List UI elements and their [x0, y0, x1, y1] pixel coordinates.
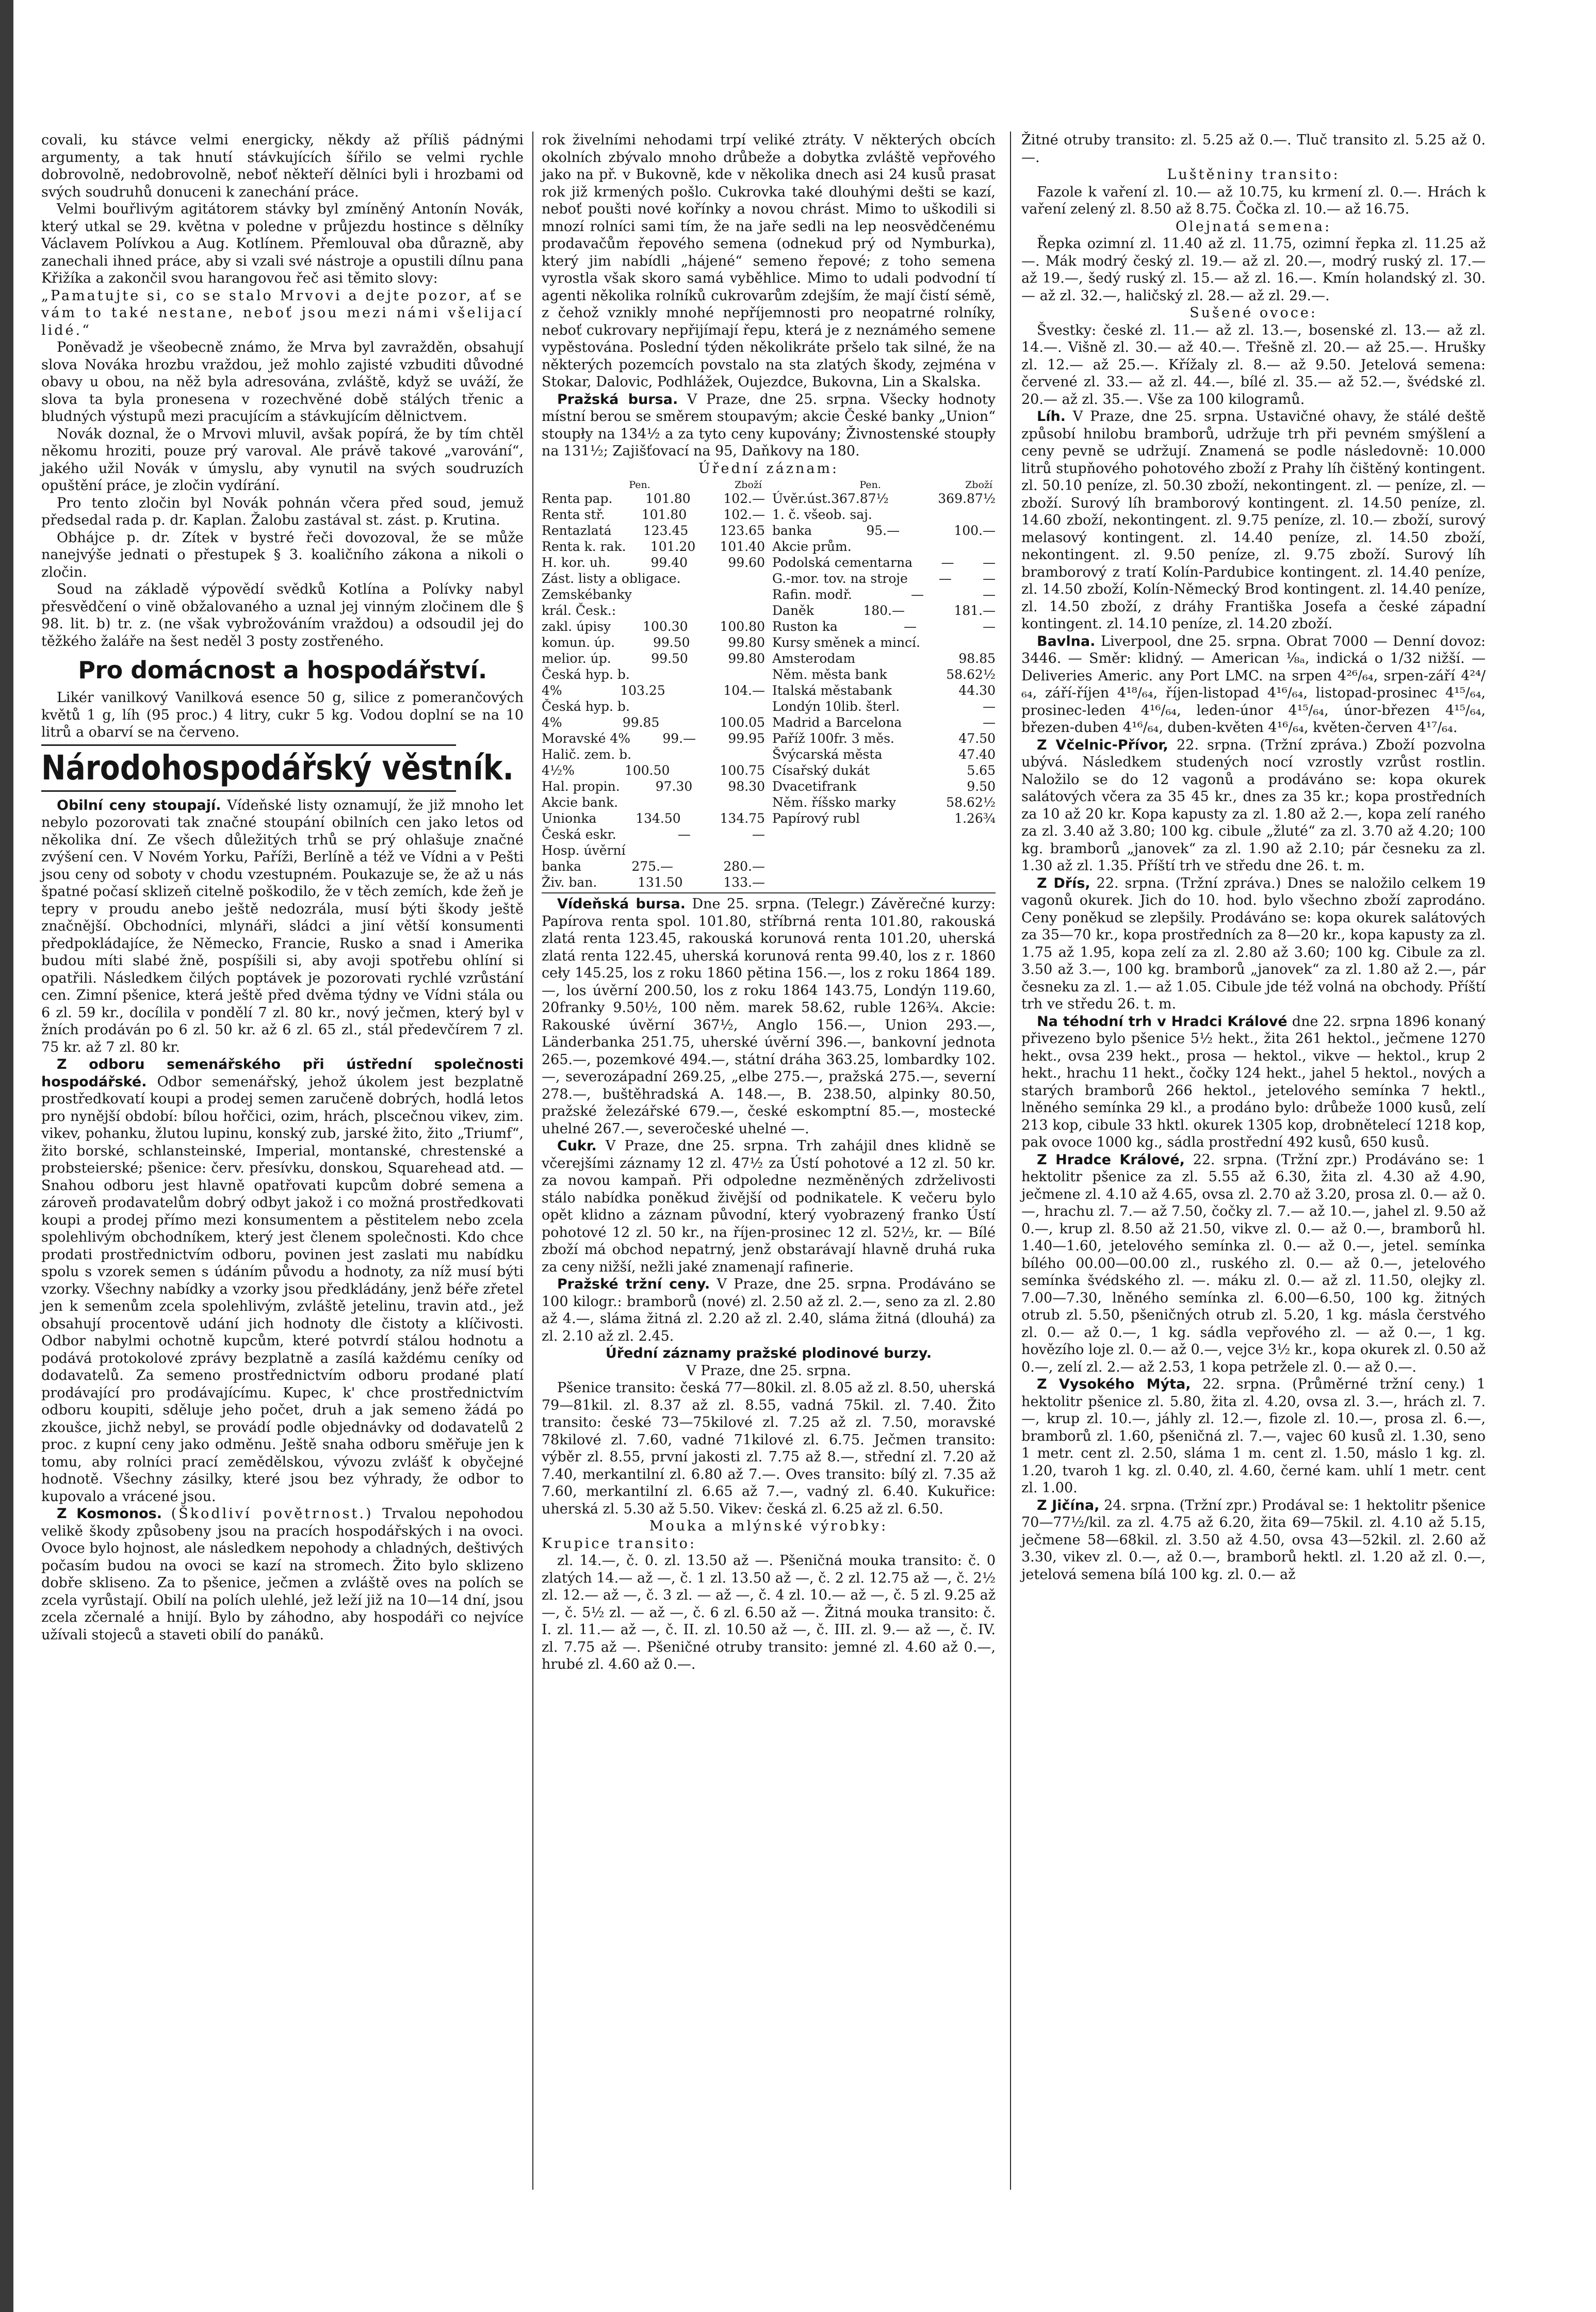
table-cell: Renta stř. — [542, 507, 605, 522]
table-cell: 100.30 — [643, 619, 688, 634]
table-cell: 104.— — [723, 683, 765, 698]
paragraph: Novák doznal, že o Mrvovi mluvil, avšak popírá, že by tím chtěl někomu hroziti, pouze prý varoval. Ale právě takové „varování“, jakého užil Novák v úmyslu, aby vynutil na svých soudruzích opuštění práce, je zločin vydírání. — [41, 426, 524, 494]
table-row — [772, 794, 996, 810]
table-cell: — — [938, 571, 952, 586]
table-row — [542, 762, 765, 778]
table-row — [542, 778, 765, 794]
quote: „Pamatujte si, co se stalo Mrvovi a dejte pozor, ať se vám to také nestane, neboť jsou mezi námi všelijací lidé.“ — [41, 287, 524, 338]
table-cell: 58.62½ — [946, 667, 996, 682]
table-row — [542, 507, 765, 523]
paragraph: V Praze, dne 25. srpna. Ustavičné ohavy, že stálé deště způsobí hnilobu bramborů, udržuje trh při pevném smýšlení a ceny pevně se udržují. Znamená se podle následovně: 10.000 litrů stupňového pohotového zboží z Prahy líh čištěný kontingent. zl. 50.10 peníze, zl. 50.30 zboží, nekontingent. zl. — peníze, zl. — zboží. Surový líh bramborový kontingent. zl. 14.50 peníze, zl. 14.60 zboží, nekontingent. zl. 9.75 peníze, zl. 10.— zboží, surový melasový kontingent. zl. 14.40 peníze, zl. 14.50 zboží, nekontingent. zl. 9.50 peníze, zl. 9.75 zboží. Surový líh bramborový z tratí Kolín-Pardubice kontingent. zl. 14.40 peníze, zl. 14.50 zboží, Kolín-Německý Brod kontingent. zl. 14.40 peníze, zl. 14.50 zboží, z dráhy Františka Josefa a české západní kontingent. zl. 14.10 peníze, zl. 14.20 zboží. — [1021, 409, 1486, 632]
table-row — [542, 491, 765, 507]
table-row — [772, 571, 996, 587]
table-cell: banka — [542, 859, 582, 874]
section-title: Mouka a mlýnské výrobky: — [649, 1518, 888, 1534]
table-cell: 369.87½ — [938, 491, 996, 506]
section-heading: Národohospodářský věstník. — [41, 744, 456, 792]
table-cell: Akcie bank. — [542, 795, 618, 810]
table-cell: Rentazlatá — [542, 523, 612, 538]
table-cell: 101.80 — [645, 491, 691, 506]
table-row — [542, 603, 765, 618]
table-cell: — — [982, 555, 996, 570]
item-lead: Z Dřís, — [1037, 875, 1090, 891]
section-subtitle: Krupice transito: — [542, 1535, 697, 1552]
paragraph: 22. srpna. (Tržní zpráva.) Dnes se naložilo celkem 19 vagonů okurek. Jich do 10. hod. bylo všechno zboží zaprodáno. Ceny poněkud se zlepšily. Prodáváno se: kopa okurek salátových za 35—70 kr., kopa prostředních za 8—20 kr., kopa kapusty za zl. 1.75 až 1.95, kopa zelí za zl. 2.80 až 3.60; 100 kg. Cibule za zl. 3.50 až 3.—, 100 kg. bramborů „janovek“ za zl. 1.80 až 2.—, pár česneku za zl. 1.— až 1.05. Cibule jde též volná na obchody. Příští trh ve středu 26. t. m. — [1021, 875, 1486, 1012]
newspaper-page — [21, 132, 1486, 2216]
paragraph: V Praze, dne 25. srpna. Trh zahájil dnes klidně se včerejšími záznamy 12 zl. 47½ za Ústí pohotové a 12 zl. 50 kr. za novou kampaň. Při odpoledne nezměněných zdrželivosti stálo nabídka poněkud živější od podnikatele. K večeru bylo opět klidno a záznam původní, který vyobrazený franko Ústí pohotové 12 zl. 50 kr., na říjen-prosinec 12 zl. 52½, kr. — Bílé zboží má obchod nepatrný, jenž obstarávají hlavně druhá ruka za ceny nižší, nežli jaké znamenají rafinerie. — [542, 1138, 996, 1275]
paragraph: Obhájce p. dr. Zítek v bystré řeči dovozoval, že se může nanejvýše jednati o přestupek § 3. koaličního zákona a nikoli o zločin. — [41, 529, 524, 580]
section-title: Luštěniny transito: — [1167, 167, 1340, 183]
table-cell: — — [982, 619, 996, 634]
column-1 — [41, 132, 524, 1643]
item-lead: Z Kosmonos. — [57, 1506, 162, 1522]
table-cell: Česká eskr. — [542, 827, 616, 842]
paragraph: zl. 14.—, č. 0. zl. 13.50 až —. Pšeničná mouka transito: č. 0 zlatých 14.— až —, č. 1 zl. 13.50 až —, č. 2 zl. 12.75 až —, č. 2½ zl. 12.— až —, č. 3 zl. — až —, č. 4 zl. 10.— až —, č. 5 zl. 9.25 až —, č. 5½ zl. — až —, č. 6 zl. 6.50 až —. Žitná mouka transito: č. I. zl. 11.— až —, č. II. zl. 10.50 až —, č. III. zl. 9.— až —, č. IV. zl. 7.75 až —. Pšeničné otruby transito: jemné zl. 4.60 až 0.—, hrubé zl. 4.60 až 0.—. — [542, 1553, 996, 1672]
table-cell: Londýn 10lib. šterl. — [772, 699, 900, 714]
table-row — [772, 539, 996, 555]
table-cell: — — [752, 827, 765, 842]
table-cell: 100.— — [954, 523, 996, 538]
table-cell: 98.30 — [728, 779, 765, 794]
paragraph: Likér vanilkový Vanilková esence 50 g, silice z pomerančových květů 1 g, líh (95 proc.) 4 litry, cukr 5 kg. Vodou doplní se na 10 litrů a obarví se na červeno. — [41, 690, 524, 740]
item-lead: Z odboru semenářského při ústřední společnosti hospodářské. — [41, 1056, 524, 1090]
table-row — [772, 491, 996, 507]
table-cell: 103.25 — [620, 683, 665, 698]
table-cell: Madrid a Barcelona — [772, 715, 902, 730]
table-cell: 102.— — [723, 507, 765, 522]
table-row — [542, 587, 765, 603]
paragraph: Odbor semenářský, jehož úkolem jest bezplatně prostředkovatí koupi a prodej semen zaručeně dobrých, hodlá letos pro nynější období: bílou hořčici, ozim, hrách, plscečnou vikev, zim. vikev, pohanku, žlutou lupinu, konský zub, jarské žito, žito „Triumf“, žito borské, schlansteinské, Imperial, montanské, chrestenské a probsteierské; pšenice: červ. přesívku, donskou, Squarehead atd. — Snahou odboru jest hlavně opatřovati kupcům dobré semena a zároveň prodavatelům dobrý odbyt jakož i co možná prostředkovati koupi a prodej přímo mezi konsumentem a pěstitelem nebo zcela spolehlivým obchodníkem, který jest členem společnosti. Kdo chce prodati prostřednictvím odboru, povinen jest zaslati mu nabídku spolu s vzorek semen s údáním původu a hodnoty, za níž musí býti vzorky. Všechny nabídky a vzorky jsou předkládány, jenž béře zřetel jen k semenům zcela spolehlivým, zvláště jetelinu, travin atd., jež obsahují procentově udání jich hodnoty dle čistoty a klíčivosti. Odbor nabylmi ochotně kupcům, které potvrdí stálou hodnotu a podává protokolové zprávy bezplatně a zasílá každému ceníky od dodavatelů. Za semeno prostřednictvím odboru prodané platí prodávající pro prodávajícímu. Kupec, k' chce prostřednictvím odboru koupiti, sděluje jeho počet, druh a jak semeno žádá po zkoušce, jichž nebyl, se provádí podle objednávky od dodavatelů 2 proc. z kupní ceny jako odměnu. Ještě snaha odboru směřuje jen k tomu, aby rolníci prací zemědělskou, vývozu zvlášť k obyčejné hodnotě. Všechny zásilky, které jsou bez výhrady, že odbor to kupovalo a vrácené jsou. — [41, 1073, 524, 1505]
col-head: Zboží — [965, 479, 992, 491]
scan-left-edge — [0, 0, 18, 2312]
table-right — [772, 479, 996, 890]
table-row — [772, 523, 996, 539]
table-cell: 101.40 — [720, 539, 765, 554]
item-lead: Na téhodní trh v Hradci Králové — [1037, 1013, 1288, 1030]
table-row — [542, 618, 765, 634]
table-cell: 1.26¾ — [954, 811, 996, 826]
table-row — [772, 714, 996, 730]
table-cell: 99.80 — [728, 635, 765, 650]
table-cell: Moravské 4% — [542, 731, 631, 746]
table-cell: — — [983, 715, 996, 730]
table-cell: 123.65 — [720, 523, 765, 538]
table-row — [542, 650, 765, 666]
item-lead: Cukr. — [557, 1138, 597, 1154]
table-cell: 100.75 — [720, 763, 765, 778]
table-row — [772, 762, 996, 778]
table-cell: 99.95 — [728, 731, 765, 746]
item-lead: Bavlna. — [1037, 633, 1096, 649]
table-cell: Daněk — [772, 603, 814, 618]
table-cell: 47.50 — [958, 731, 996, 746]
paragraph: rok živelními nehodami trpí veliké ztráty. V některých obcích okolních zbývalo mnoho drůbeže a dobytka zvláště vepřového jako na př. v Bukovně, kde v několika dnech asi 24 kusů prasat rok již krmených pošlo. Cukrovka také dlouhými dešti se kazí, neboť poušti nové kořínky a novou chrást. Mimo to uškodili si mnozí rolníci sami tím, že na jaře sedli na lep neosvědčenému prodavačům řepového semena (odnekud prý od Nymburka), který jim nabídli „hájené“ semeno řepové; z toho semena vyrostla však skoro samá vyběhlice. Mimo to udali podvodní tí agenti několika rolníků cukrovarům zdejším, že mají čistí sémě, z čehož vznikly mnohé nepříjemnosti pro neopatrné rolníky, neboť cukrovary nepřijímají řepu, která je z neznámého semene vypěstována. Poslední týden několikráte pršelo tak silné, že na některých pozemcích povstalo na sta zlatých škody, zejména v Stokar, Dalovic, Podhlážek, Oujezdce, Bukovna, Lin a Skalska. — [542, 132, 996, 390]
table-cell: H. kor. uh. — [542, 555, 611, 570]
table-row — [542, 555, 765, 571]
table-cell: 100.50 — [624, 763, 670, 778]
table-cell: — — [910, 587, 924, 602]
table-cell: 98.85 — [958, 651, 996, 666]
table-cell: Dvacetifrank — [772, 779, 857, 794]
table-cell: 102.— — [723, 491, 765, 506]
col-head: Zboží — [735, 479, 762, 491]
item-subtitle: (Škodliví povětrnost.) — [171, 1506, 373, 1522]
table-cell: 280.— — [723, 859, 765, 874]
table-row — [542, 810, 765, 826]
table-row — [772, 746, 996, 762]
table-cell: Švýcarská města — [772, 747, 883, 762]
paragraph: Řepka ozimní zl. 11.40 až zl. 11.75, ozimní řepka zl. 11.25 až —. Mák modrý český zl. 19.— až zl. 20.—, modrý ruský zl. 17.— až 19.—, šedý ruský zl. 15.— až zl. 16.—. Kmín holandský zl. 30.— až zl. 32.—, haličský zl. 28.— až zl. 29.—. — [1021, 236, 1486, 304]
column-3 — [1021, 132, 1486, 1583]
table-row — [772, 618, 996, 634]
table-row — [542, 539, 765, 555]
item-lead: Pražská bursa. — [557, 391, 678, 408]
exchange-tables — [542, 479, 996, 890]
paragraph: Švestky: české zl. 11.— až zl. 13.—, bosenské zl. 13.— až zl. 14.—. Višně zl. 30.— až 40.—. Třešně zl. 20.— až 25.—. Hrušky zl. 12.— až 25.—. Křížaly zl. 8.— až 9.50. Jetelová semena: červené zl. 33.— až zl. 44.—, bílé zl. 35.— až 52.—, švédské zl. 20.— až zl. 35.—. Vše za 100 kilogramů. — [1021, 322, 1486, 408]
item-lead: Z Včelnic-Přívor, — [1037, 737, 1168, 753]
item-lead: Z Jičína, — [1037, 1497, 1100, 1513]
table-row — [542, 842, 765, 858]
table-cell: Ruston ka — [772, 619, 838, 634]
table-cell: — — [677, 827, 691, 842]
table-row — [542, 698, 765, 714]
table-cell: 5.65 — [967, 763, 996, 778]
table-cell: zakl. úpisy — [542, 619, 611, 634]
table-row — [772, 666, 996, 682]
table-cell: Zást. listy a obligace. — [542, 571, 681, 586]
paragraph: Liverpool, dne 25. srpna. Obrat 7000 — Denní dovoz: 3446. — Směr: klidný. — American ⅛ₐ, indická o 1/32 nižší. — Deliveries Americ. any Port LMC. na srpen 4²⁶/₆₄, srpen-září 4²⁴/₆₄, září-říjen 4¹⁸/₆₄, říjen-listopad 4¹⁶/₆₄, listopad-prosinec 4¹⁵/₆₄, prosinec-leden 4¹⁶/₆₄, leden-únor 4¹⁵/₆₄, únor-březen 4¹⁵/₆₄, březen-duben 4¹⁶/₆₄, duben-květen 4¹⁶/₆₄, květen-červen 4¹⁷/₆₄. — [1021, 633, 1486, 736]
table-cell: 131.50 — [638, 875, 683, 890]
table-cell: Unionka — [542, 811, 597, 826]
table-cell: Živ. ban. — [542, 875, 597, 890]
col-head: Pen. — [859, 479, 881, 491]
section-title: Olejnatá semena: — [1175, 218, 1332, 235]
table-cell: Renta k. rak. — [542, 539, 626, 554]
col-head: Pen. — [629, 479, 650, 491]
item-lead: Z Vysokého Mýta, — [1037, 1376, 1191, 1392]
table-row — [772, 810, 996, 826]
column-rule — [1010, 132, 1011, 2190]
paragraph: Fazole k vaření zl. 10.— až 10.75, ku krmení zl. 0.—. Hrách k vaření zelený zl. 8.50 až 8.75. Čočka zl. 10.— až 16.75. — [1021, 184, 1486, 217]
table-cell: 44.30 — [958, 683, 996, 698]
paragraph: Poněvadž je všeobecně známo, že Mrva byl zavražděn, obsahují slova Nováka hrozbu vraždou, jež mohlo zajisté vzbuditi důvodné obavy u obou, na něž byla adresována, zvláště, když se uváží, že slova ta byla pronesena v rozechvěné době stálých třenic a bludných výstupů mezi pracujícím a stávkujícím dělnictvem. — [41, 339, 524, 425]
table-cell: 99.— — [662, 731, 696, 746]
table-row — [772, 730, 996, 746]
table-cell: — — [903, 619, 917, 634]
table-cell: Kursy směnek a mincí. — [772, 635, 920, 650]
table-cell: 275.— — [631, 859, 674, 874]
table-cell: 101.80 — [641, 507, 687, 522]
paragraph: V Praze, dne 25. srpna. Všecky hodnoty místní berou se směrem stoupavým; akcie České banky „Union“ stoupły na 134½ a za tyto ceny kupovány; Živnostenské stoupły na 131½; Zajišťovací na 95, Daňkovy na 180. — [542, 391, 996, 459]
table-row — [542, 874, 765, 890]
table-cell: Podolská cementarna — [772, 555, 913, 570]
table-cell: Italská městabank — [772, 683, 892, 698]
table-row — [772, 682, 996, 698]
column-2 — [542, 132, 996, 1673]
table-row — [542, 714, 765, 730]
paragraph: Pšenice transito: česká 77—80kil. zl. 8.05 až zl. 8.50, uherská 79—81kil. zl. 8.37 až zl. 8.55, vadná 75kil. zl. 7.40. Žito transito: české 73—75kilové zl. 7.25 až zl. 7.50, moravské 78kilové zl. 7.60, vadné 71kilové zl. 6.75. Ječmen transito: výběr zl. 8.55, první jakosti zl. 7.75 až 8.—, střední zl. 7.20 až 7.40, merkantilní zl. 6.80 až 7.—. Oves transito: bílý zl. 7.35 až 7.60, merkantilní zl. 6.65 až 7.—, vadný zl. 6.40. Kukuřice: uherská zl. 5.30 až 5.50. Vikev: česká zl. 6.25 až zl. 6.50. — [542, 1380, 996, 1517]
table-cell: 181.— — [954, 603, 996, 618]
table-row — [772, 650, 996, 666]
table-cell: 47.40 — [958, 747, 996, 762]
table-row — [772, 587, 996, 603]
table-row — [772, 634, 996, 650]
paragraph: dne 22. srpna 1896 konaný přivezeno bylo pšenice 5½ hekt., žita 261 hektol., ječmene 1270 hekt., ovsa 239 hekt., prosa — hektol., vikve — hektol., krup 2 hekt., hrachu 11 hekt., čočky 124 hekt., jahel 5 hektol., nových a starých bramborů 266 hektol., jetelového semínka 7 hektl., lněného semínka 29 kl., a prodáno bylo: drůbeže 1000 kusů, zelí 213 kop, cibule 33 hktl. okurek 1305 kop, drobnětelecí 1218 kop, pak ovoce 1000 kg., sádla prostřední 492 kusů, 650 kusů. — [1021, 1013, 1486, 1150]
table-cell: 180.— — [863, 603, 905, 618]
table-cell: 9.50 — [967, 779, 996, 794]
paragraph: Žitné otruby transito: zl. 5.25 až 0.—. Tluč transito zl. 5.25 až 0.—. — [1021, 132, 1486, 166]
table-cell: Česká hyp. b. — [542, 699, 630, 714]
table-cell: 133.— — [723, 875, 765, 890]
table-cell: melior. úp. — [542, 651, 611, 666]
paragraph: Soud na základě výpovědí svědků Kotlína a Polívky nabyl přesvědčení o vině obžalovaného a uznal jej vinným zločinem dle § 98. lit. b) tr. z. (ne však vybrožováním vraždou) a odsoudil jej do těžkého žaláře na šest neděl 3 posty zostřeného. — [41, 581, 524, 649]
table-cell: 123.45 — [643, 523, 689, 538]
table-cell: 99.40 — [650, 555, 688, 570]
table-cell: král. Česk.: — [542, 603, 616, 618]
table-cell: Papírový rubl — [772, 811, 860, 826]
table-cell: 99.60 — [728, 555, 765, 570]
table-cell: 100.80 — [720, 619, 765, 634]
table-cell: — — [982, 699, 996, 714]
divider — [542, 892, 996, 893]
table-cell: 100.05 — [720, 715, 765, 730]
table-row — [542, 858, 765, 874]
table-cell: Zemskébanky — [542, 587, 632, 602]
table-row — [542, 523, 765, 539]
paragraph: 22. srpna. (Tržní zpráva.) Zboží pozvolna ubývá. Následkem studených nocí vzrostly vzrůst rostlin. Naložilo se do 12 vagonů a prodáváno se: kopa okurek salátových včera za 35 45 kr., dnes za 35 kr.; kopa prostředních za 10 až 20 kr. Kopa kapusty za zl. 1.80 až 2.—, kopa zelí raného za zl. 3.40 až 3.80; 100 kg. cibule „žluté“ za zl. 3.70 až 4.20; 100 kg. bramborů „janovek“ za zl. 1.90 až 2.10; pár česneku za zl. 1.30 až zl. 1.35. Příští trh ve středu dne 26. t. m. — [1021, 737, 1486, 874]
table-cell: 4% — [542, 683, 562, 698]
table-cell: Císařský dukát — [772, 763, 870, 778]
section-title: Sušené ovoce: — [1190, 305, 1317, 321]
table-cell: — — [941, 555, 954, 570]
item-lead: Pražské tržní ceny. — [557, 1276, 710, 1292]
paragraph: Vídeňské listy oznamují, že již mnoho let nebylo pozorovati tak značné stoupání obilních cen jako letos od několika dní. Ze všech důležitých trhů se prý ohlašuje značné zvýšení cen. V Novém Yorku, Paříži, Berlíně a též ve Vídni a v Pešti jsou ceny od soboty v chodu vzestupném. Poukazuje se, že až u nás špatné počasí sklizeň citelně poškodilo, že v těch zemích, kde žeň je tepry v proudu anebo ještě nedozrála, musí býti škody ještě značnější. Obchodníci, mlynáři, sládci a jiní větší konsumenti předpokládajíce, že Německo, Francie, Rusko a snad i Amerika budou míti slabé žně, pospíšili si, aby avoji spotřebu ohlíní si opatřili. Následkem čilých poptávek je pozorovati rychlé vzrůstání cen. Zimní pšenice, která ještě před dvěma týdny ve Vídni stála ou 6 zl. 59 kr., docílila v pondělí 7 zl. 80 kr., nový ječmen, který byl v žních prodáván po 6 zl. 50 kr. až 6 zl. 65 zl., stál předevčírem 7 zl. 75 kr. až 7 zl. 80 kr. — [41, 797, 524, 1055]
table-cell: banka — [772, 523, 812, 538]
table-row — [542, 826, 765, 842]
table-cell: 97.30 — [655, 779, 693, 794]
table-cell: 101.20 — [650, 539, 696, 554]
table-cell: — — [982, 571, 996, 586]
table-cell: 134.50 — [636, 811, 681, 826]
section-heading: Pro domácnost a hospodářství. — [78, 656, 487, 684]
paragraph: 24. srpna. (Tržní zpr.) Prodával se: 1 hektolitr pšenice 70—77½/kil. za zl. 4.75 až 6.20, žita 69—75kil. zl. 4.10 až 5.15, ječmene 58—68kil. zl. 3.50 až 4.50, ovsa 43—52kil. zl. 2.60 až 3.30, vikev zl. 0.—, až 0.—, bramborů hektl. zl. 1.20 až zl. 0.—, jetelová semena bílá 100 kg. zl. 0.— až — [1021, 1497, 1486, 1583]
table-cell: 95.— — [866, 523, 900, 538]
table-row — [772, 698, 996, 714]
section-title: Úřední záznamy pražské plodinové burzy. — [605, 1345, 932, 1361]
item-lead: Vídeňská bursa. — [557, 896, 686, 912]
table-cell: Paříž 100fr. 3 měs. — [772, 731, 894, 746]
table-cell: Rafin. modř. — [772, 587, 852, 602]
paragraph: Trvalou nepohodou velikě škody způsobeny jsou na pracích hospodářských i na ovoci. Ovoce bylo hojnost, ale následkem nepohody a chladných, deštivých počasím budou na ovoci se kazí na stromech. Žito bylo sklizeno dobře skliseno. Za to pšenice, ječmen a zvláště oves na polích se zcela vyrůstají. Obilí na polích ulehlé, jež leží již na 10—14 dní, jsou zcela zčernalé a hnijí. Bylo by záhodno, aby hospodáři co nejvíce užívali stojeců a staveti obilí do panáků. — [41, 1506, 524, 1643]
item-lead: Obilní ceny stoupají. — [57, 797, 221, 813]
table-cell: Amsterodam — [772, 651, 856, 666]
table-row — [772, 507, 996, 523]
paragraph: V Praze, dne 25. srpna. Prodáváno se 100 kilogr.: bramborů (nové) zl. 2.50 až zl. 2.—, seno za zl. 2.80 až 4.—, sláma žitná zl. 2.20 až zl. 2.40, sláma žitná (dlouhá) za zl. 2.10 až zl. 2.45. — [542, 1276, 996, 1344]
paragraph: Velmi bouřlivým agitátorem stávky byl zmíněný Antonín Novák, který utkal se 29. května v poledne v průjezdu hostince s dělníky Václavem Polívkou a Aug. Kotlínem. Přemlouval oba důrazně, aby zanechali ihned práce, aby si vzali své nástroje a opustili dílnu pana Křižíka a zakončil svou harangovou řeč asi těmito slovy: — [41, 201, 524, 286]
table-cell: Renta pap. — [542, 491, 613, 506]
table-cell: — — [982, 587, 996, 602]
table-row — [542, 794, 765, 810]
column-rule — [532, 132, 533, 2190]
paragraph: 22. srpna. (Tržní zpr.) Prodáváno se: 1 hektolitr pšenice za zl. 5.55 až 6.30, žita zl. 4.30 až 4.90, ječmene zl. 4.10 až 4.65, ovsa zl. 2.70 až 3.20, prosa zl. 0.— až 0.—, hrachu zl. 7.— až 7.50, čočky zl. 7.— až 10.—, jahel zl. 9.50 až 0.—, krup zl. 8.50 až 21.50, vikve zl. 0.— až 0.—, bramborů hl. 1.40—1.60, jetelového semínka zl. 0.— až 0.—, jetel. semínka bílého 00.00—00.00 zl., ruského zl. 0.— až 0.—, jetelového semínka švédského zl. —. máku zl. 0.— až zl. 11.50, olejky zl. 7.00—7.30, lněného semínka zl. 6.00—6.50, 100 kg. žitných otrub zl. 5.50, pšeničných otrub zl. 5.20, 1 kg. másla čerstvého zl. 0.— až 0.—, 1 kg. sádla vepřového zl. — až 0.—, 1 kg. hovězího loje zl. 0.— až 0.—, vejce 3½ kr., kopa okurek zl. 0.50 až 0.—, zelí zl. 2.— až 2.53, 1 kopa petržele zl. 0.— až 0.—. — [1021, 1151, 1486, 1375]
table-cell: Halič. zem. b. — [542, 747, 632, 762]
table-row — [542, 666, 765, 682]
table-cell: 4% — [542, 715, 562, 730]
item-lead: Líh. — [1037, 409, 1066, 425]
table-row — [542, 730, 765, 746]
table-cell: G.-mor. tov. na stroje — [772, 571, 908, 586]
table-row — [772, 603, 996, 618]
table-cell: 134.75 — [720, 811, 765, 826]
table-left — [542, 479, 765, 890]
paragraph: Dne 25. srpna. (Telegr.) Závěrečné kurzy: Papírova renta spol. 101.80, stříbrná renta 101.80, rakouská zlatá renta 123.45, rakouská korunová renta 101.20, uherská zlatá renta 122.45, uherská korunová renta 99.40, los z r. 1860 ceły 145.25, los z roku 1860 pětina 156.—, los z roku 1864 189.—, los úvěrní 200.50, los z roku 1864 143.75, Londýn 119.60, 20franky 9.50½, 100 něm. marek 58.62, ruble 126¾. Akcie: Rakouské úvěrní 367½, Anglo 156.—, Union 293.—, Länderbanka 251.75, uherské úvěrní 396.—, bankovní jednota 265.—, pozemkové 494.—, státní dráha 363.25, lombardky 102.—, severozápadní 269.25, „elbe 275.—, pražská 275.—, severní 278.—, buštěhradská A. 148.—, B. 238.50, alpinky 80.50, pražské železářské 679.—, české eskomptní 85.—, mostecké uhelné 267.—, severočeské uhelné —. — [542, 896, 996, 1137]
table-cell: 99.50 — [651, 651, 688, 666]
paragraph: 22. srpna. (Průměrné tržní ceny.) 1 hektolitr pšenice zl. 5.80, žita zl. 4.20, ovsa zl. 3.—, hrách zl. 7.—, krup zl. 10.—, jáhly zl. 12.—, fizole zl. 10.—, prosa zl. 6.—, bramborů zl. 1.60, pšeničná zl. 7.—, vajec 60 kusů zl. 1.30, seno 1 metr. cent zl. 2.50, sláma 1 m. cent zl. 1.50, máslo 1 kg. zl. 1.20, tvaroh 1 kg. zl. 0.40, zl. 4.60, černé kam. uhlí 1 metr. cent zl. 1.00. — [1021, 1376, 1486, 1496]
table-title: Úřední záznam: — [698, 460, 839, 477]
table-cell: komun. úp. — [542, 635, 615, 650]
paragraph: Pro tento zločin byl Novák pohnán včera před soud, jemuž předsedal rada p. dr. Kaplan. Žalobu zastával st. zást. p. Krutina. — [41, 495, 524, 528]
table-cell: 99.80 — [728, 651, 765, 666]
table-cell: 1. č. všeob. saj. — [772, 507, 872, 522]
table-row — [542, 746, 765, 762]
table-cell: Akcie prům. — [772, 539, 852, 554]
table-row — [772, 555, 996, 571]
table-cell: Hosp. úvěrní — [542, 843, 626, 858]
table-cell: Něm. města bank — [772, 667, 887, 682]
paragraph: covali, ku stávce velmi energicky, někdy až příliš pádnými argumenty, a tak hnutí stávkujících šířilo se velmi rychle dobrovolně, nedobrovolně, neboť někteří dělníci byli i hrozbami od svých soudruhů donuceni k zanechání práce. — [41, 132, 524, 200]
table-row — [542, 682, 765, 698]
table-cell: Česká hyp. b. — [542, 667, 630, 682]
table-cell: 58.62½ — [946, 795, 996, 810]
item-lead: Z Hradce Králové, — [1037, 1151, 1185, 1168]
table-cell: Něm. říšsko marky — [772, 795, 896, 810]
table-cell: 99.85 — [622, 715, 660, 730]
table-row — [542, 571, 765, 587]
table-cell: Hal. propin. — [542, 779, 620, 794]
table-cell: Úvěr.úst.367.87½ — [772, 491, 889, 506]
table-row — [772, 778, 996, 794]
table-cell: 99.50 — [653, 635, 690, 650]
table-cell: 4½% — [542, 763, 575, 778]
place-date: V Praze, dne 25. srpna. — [686, 1362, 851, 1379]
table-row — [542, 634, 765, 650]
